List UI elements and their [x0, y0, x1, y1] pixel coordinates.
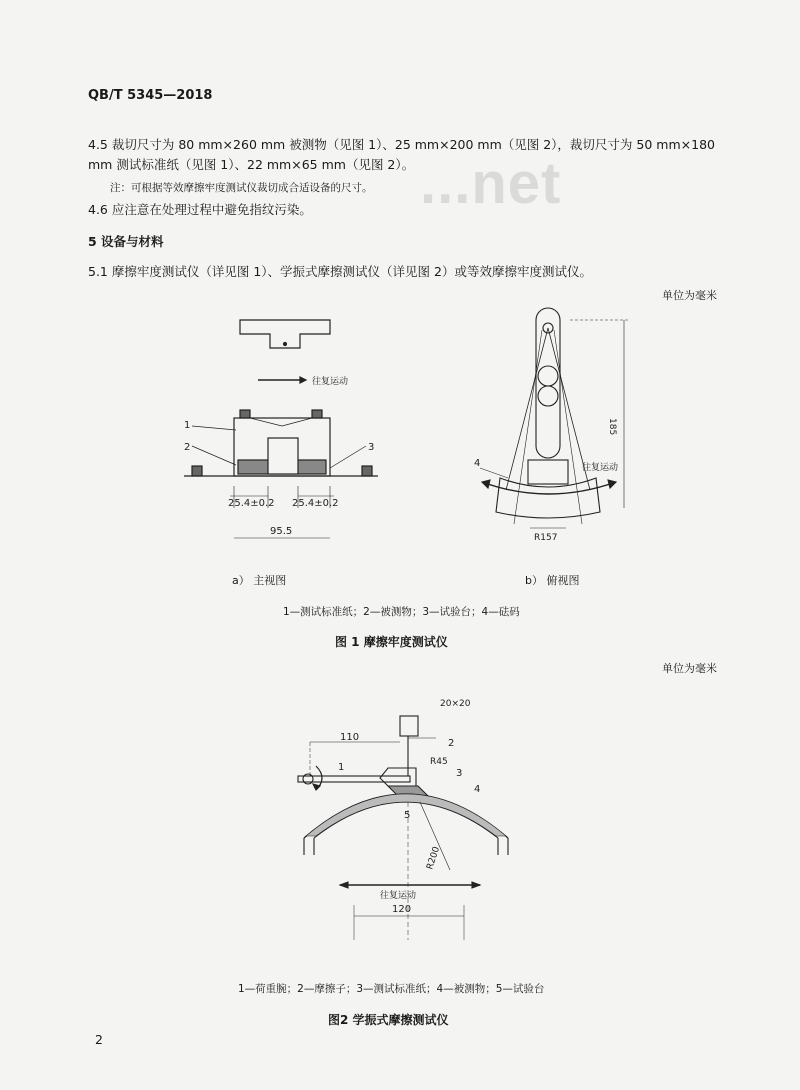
figure1-drawing: [170, 300, 630, 550]
rubbing-block: [400, 716, 418, 736]
fig1-subcaption-a: a） 主视图: [232, 574, 287, 587]
fig1-dim-width: 95.5: [270, 526, 293, 537]
fig2-dim-square: 20×20: [440, 699, 471, 709]
fig2-caption: 图2 学振式摩擦测试仪: [328, 1013, 449, 1027]
clause-4-6: 4.6 应注意在处理过程中避免指纹污染。: [88, 202, 312, 217]
figure2-drawing: [280, 690, 540, 960]
fig2-dim-120: 120: [392, 904, 412, 915]
clause-4-5-note: 注：可根据等效摩擦牢度测试仪裁切成合适设备的尺寸。: [110, 182, 373, 194]
center-block: [268, 438, 298, 474]
page-number: 2: [95, 1032, 103, 1047]
fig1-dim-a: 25.4±0.2: [228, 498, 275, 509]
clause-5-1: 5.1 摩擦牢度测试仪（详见图 1）、学振式摩擦测试仪（详见图 2）或等效摩擦牢度测试仪。: [88, 264, 592, 279]
fig1-top-view: [480, 308, 628, 528]
fig1-subcaption-b: b） 俯视图: [525, 574, 580, 587]
fig1-callout-4: 4: [474, 458, 481, 469]
fig2-dim-110: 110: [340, 732, 360, 743]
clause-4-5-line2: mm 测试标准纸（见图 1）、22 mm×65 mm（见图 2）。: [88, 157, 415, 172]
fig1-dim-b: 25.4±0.2: [292, 498, 339, 509]
fig1-front-view: [184, 320, 378, 538]
fig1b-motion-label: 往复运动: [582, 463, 619, 473]
section-5-heading: 5 设备与材料: [88, 234, 164, 249]
fig2-motion-label: 往复运动: [380, 891, 417, 901]
fig1-caption: 图 1 摩擦牢度测试仪: [335, 635, 448, 649]
fig2-dim-r45: R45: [430, 757, 448, 767]
fig1-legend: 1—测试标准纸；2—被测物；3—试验台；4—砝码: [283, 606, 520, 618]
fig2-dim-r200: R200: [425, 845, 443, 871]
arm: [536, 308, 560, 458]
fig1-unit-note: 单位为毫米: [662, 289, 717, 302]
fig2-callout-3: 3: [456, 768, 463, 779]
fig2-callout-1: 1: [338, 762, 345, 773]
fig2-callout-2: 2: [448, 738, 455, 749]
fig2-unit-note: 单位为毫米: [662, 662, 717, 675]
fig1-callout-2: 2: [184, 442, 191, 453]
fig2-callout-4: 4: [474, 784, 481, 795]
clause-4-5-line1: 4.5 裁切尺寸为 80 mm×260 mm 被测物（见图 1）、25 mm×200 mm（见图 2），裁切尺寸为 50 mm×180: [88, 137, 715, 152]
load-arm: [298, 776, 410, 782]
fig1-dim-height: 185: [607, 418, 617, 436]
fig1-callout-3: 3: [368, 442, 375, 453]
fig1a-motion-label: 往复运动: [312, 377, 349, 387]
watermark: ...net: [420, 151, 562, 216]
fig2-callout-5: 5: [404, 810, 411, 821]
fig2-legend: 1—荷重腕；2—摩擦子；3—测试标准纸；4—被测物；5—试验台: [238, 983, 545, 995]
standard-number: QB/T 5345—2018: [88, 88, 213, 103]
fig1-dim-r: R157: [534, 533, 558, 543]
fig1-callout-1: 1: [184, 420, 191, 431]
